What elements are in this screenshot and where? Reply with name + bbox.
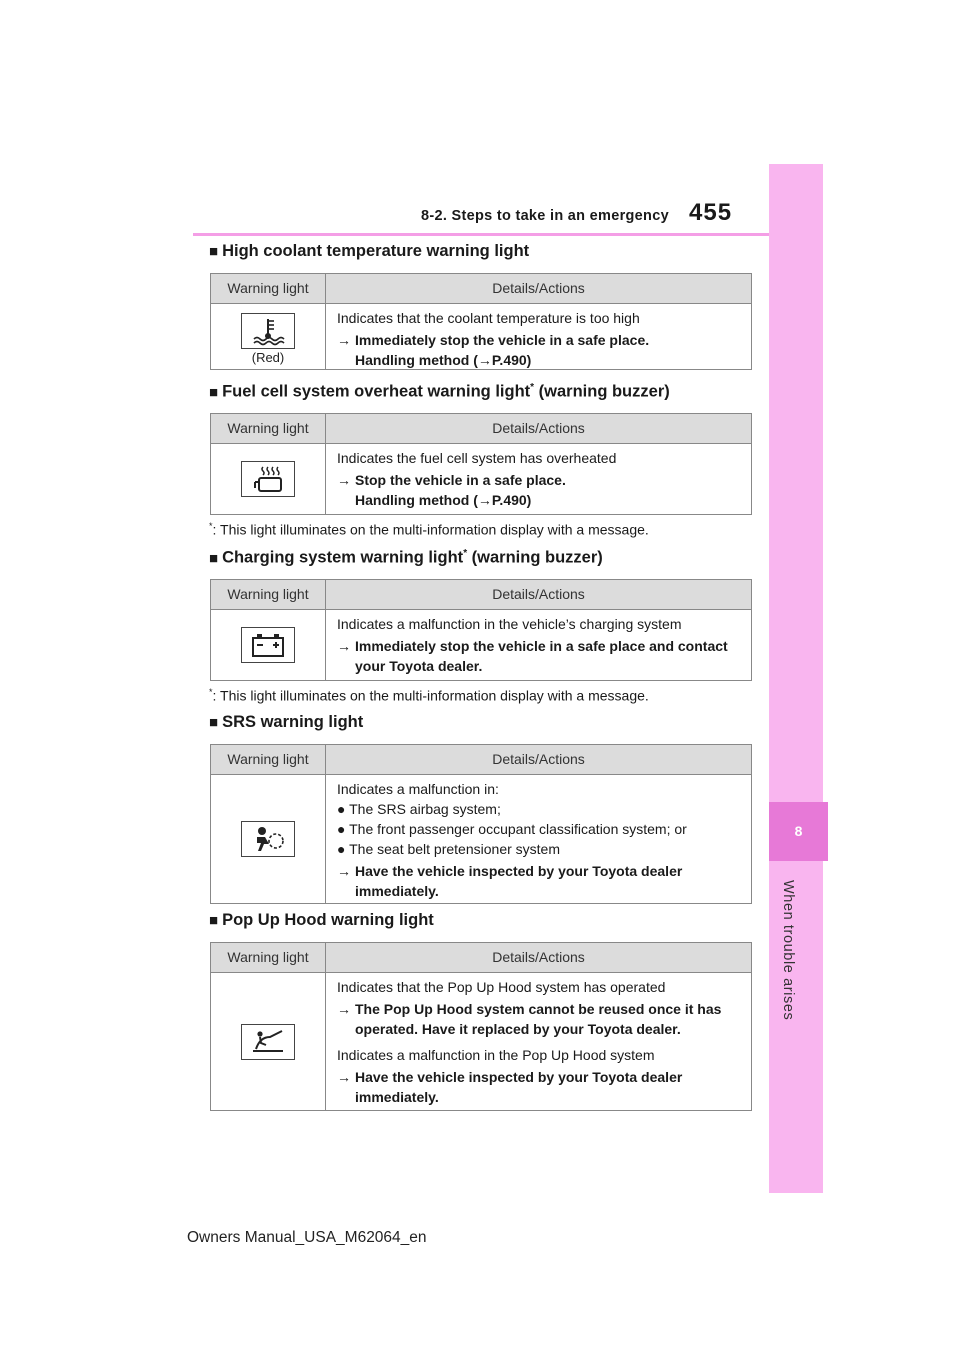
asterisk: * bbox=[209, 521, 213, 531]
warning-light-cell bbox=[211, 444, 326, 514]
dot-bullet: ● bbox=[337, 841, 346, 857]
footnote bbox=[209, 687, 649, 704]
header-details-actions: Details/Actions bbox=[492, 586, 585, 602]
warning-table-charging bbox=[210, 579, 752, 681]
table-header bbox=[211, 943, 751, 973]
details-cell bbox=[326, 610, 751, 680]
warning-table-fuel-cell bbox=[210, 413, 752, 515]
arrow-icon: → bbox=[337, 1001, 351, 1017]
coolant-temperature-icon bbox=[241, 313, 295, 349]
header-warning-light: Warning light bbox=[211, 745, 326, 774]
section-title: Charging system warning light bbox=[222, 548, 464, 567]
table-header bbox=[211, 745, 751, 775]
action-text: The Pop Up Hood system cannot be reused once it has operated. Have it replaced by your Toyota dealer. bbox=[355, 1001, 722, 1037]
description: Indicates a malfunction in the vehicle’s charging system bbox=[337, 616, 682, 632]
warning-light-cell bbox=[211, 775, 326, 903]
table-row bbox=[211, 775, 751, 903]
section-title: Pop Up Hood warning light bbox=[222, 911, 434, 929]
section-title-suffix: (warning buzzer) bbox=[534, 382, 670, 401]
dot-bullet: ● bbox=[337, 821, 346, 837]
action-text: Have the vehicle inspected by your Toyota dealer immediately. bbox=[355, 1069, 683, 1105]
list-item: ● The front passenger occupant classification system; or bbox=[337, 821, 687, 837]
arrow-icon: → bbox=[477, 492, 492, 508]
section-title: SRS warning light bbox=[222, 713, 364, 731]
arrow-icon: → bbox=[337, 1069, 351, 1085]
warning-table-coolant bbox=[210, 273, 752, 370]
footnote-text: : This light illuminates on the multi-information display with a message. bbox=[212, 687, 649, 704]
asterisk: * bbox=[463, 548, 468, 559]
square-bullet: ■ bbox=[209, 549, 219, 567]
table-header bbox=[211, 274, 751, 304]
table-header bbox=[211, 580, 751, 610]
dot-bullet: ● bbox=[337, 801, 346, 817]
arrow-icon: → bbox=[477, 352, 492, 368]
side-tab-label: When trouble arises bbox=[780, 880, 796, 1021]
action-text: Have the vehicle inspected by your Toyota dealer immediately. bbox=[355, 863, 683, 899]
section-title-suffix: (warning buzzer) bbox=[467, 548, 603, 567]
arrow-icon: → bbox=[337, 472, 351, 488]
header-warning-light: Warning light bbox=[211, 943, 326, 972]
action bbox=[337, 330, 745, 370]
icon-caption: (Red) bbox=[251, 349, 285, 365]
details-cell bbox=[326, 973, 751, 1110]
arrow-icon: → bbox=[337, 332, 351, 348]
page-number: 455 bbox=[689, 199, 733, 226]
page-reference-link[interactable]: P.490) bbox=[491, 352, 532, 368]
table-header bbox=[211, 414, 751, 444]
details-cell bbox=[326, 775, 751, 903]
action bbox=[337, 999, 745, 1039]
details-cell bbox=[326, 444, 751, 514]
table-row bbox=[211, 444, 751, 514]
fuel-cell-overheat-icon bbox=[241, 461, 295, 497]
header-details-actions: Details/Actions bbox=[492, 949, 585, 965]
square-bullet: ■ bbox=[209, 383, 219, 401]
square-bullet: ■ bbox=[209, 243, 219, 260]
header-details-actions: Details/Actions bbox=[492, 751, 585, 767]
srs-airbag-icon bbox=[241, 821, 295, 857]
header-warning-light: Warning light bbox=[211, 274, 326, 303]
action-text: Immediately stop the vehicle in a safe place. bbox=[355, 332, 650, 348]
handling-method-label: Handling method ( bbox=[355, 352, 478, 368]
action-text: Stop the vehicle in a safe place. bbox=[355, 472, 566, 488]
pop-up-hood-icon bbox=[241, 1024, 295, 1060]
header-warning-light: Warning light bbox=[211, 580, 326, 609]
side-tab bbox=[769, 164, 823, 1193]
description: Indicates that the Pop Up Hood system has operated bbox=[337, 979, 666, 995]
warning-light-cell bbox=[211, 304, 326, 369]
list-item: ● The seat belt pretensioner system bbox=[337, 841, 560, 857]
table-row bbox=[211, 304, 751, 369]
square-bullet: ■ bbox=[209, 714, 219, 731]
description: Indicates the fuel cell system has overheated bbox=[337, 450, 617, 466]
table-row bbox=[211, 610, 751, 680]
section-heading-srs bbox=[209, 713, 363, 732]
square-bullet: ■ bbox=[209, 912, 219, 929]
warning-light-cell bbox=[211, 973, 326, 1110]
description: Indicates a malfunction in the Pop Up Hood system bbox=[337, 1047, 655, 1063]
handling-method-label: Handling method ( bbox=[355, 492, 478, 508]
section-title: Fuel cell system overheat warning light bbox=[222, 382, 531, 401]
description: Indicates a malfunction in: bbox=[337, 781, 499, 797]
arrow-icon: → bbox=[337, 863, 351, 879]
action bbox=[337, 636, 745, 676]
warning-light-cell bbox=[211, 610, 326, 680]
warning-table-srs bbox=[210, 744, 752, 904]
side-tab-number: 8 bbox=[794, 823, 803, 839]
header-warning-light: Warning light bbox=[211, 414, 326, 443]
header-rule bbox=[193, 233, 769, 236]
description: Indicates that the coolant temperature is too high bbox=[337, 310, 640, 326]
list-item: ● The SRS airbag system; bbox=[337, 801, 501, 817]
table-row bbox=[211, 973, 751, 1110]
asterisk: * bbox=[530, 382, 535, 393]
action bbox=[337, 861, 745, 901]
arrow-icon: → bbox=[337, 638, 351, 654]
footnote bbox=[209, 521, 649, 538]
section-heading-coolant bbox=[209, 242, 529, 261]
section-title: High coolant temperature warning light bbox=[222, 242, 530, 260]
asterisk: * bbox=[209, 687, 213, 697]
battery-icon bbox=[241, 627, 295, 663]
warning-table-pop-up-hood bbox=[210, 942, 752, 1111]
action bbox=[337, 470, 745, 510]
section-heading-fuel-cell bbox=[209, 382, 670, 402]
header-details-actions: Details/Actions bbox=[492, 280, 585, 296]
header-details-actions: Details/Actions bbox=[492, 420, 585, 436]
footer-manual-id: Owners Manual_USA_M62064_en bbox=[187, 1229, 427, 1246]
details-cell bbox=[326, 304, 751, 369]
section-heading-charging bbox=[209, 548, 603, 568]
page-reference-link[interactable]: P.490) bbox=[491, 492, 532, 508]
section-heading-pop-up-hood bbox=[209, 911, 434, 930]
action bbox=[337, 1067, 745, 1107]
footnote-text: : This light illuminates on the multi-information display with a message. bbox=[212, 521, 649, 538]
chapter-title: 8-2. Steps to take in an emergency bbox=[421, 208, 669, 224]
action-text: Immediately stop the vehicle in a safe place and contact your Toyota dealer. bbox=[355, 638, 728, 674]
